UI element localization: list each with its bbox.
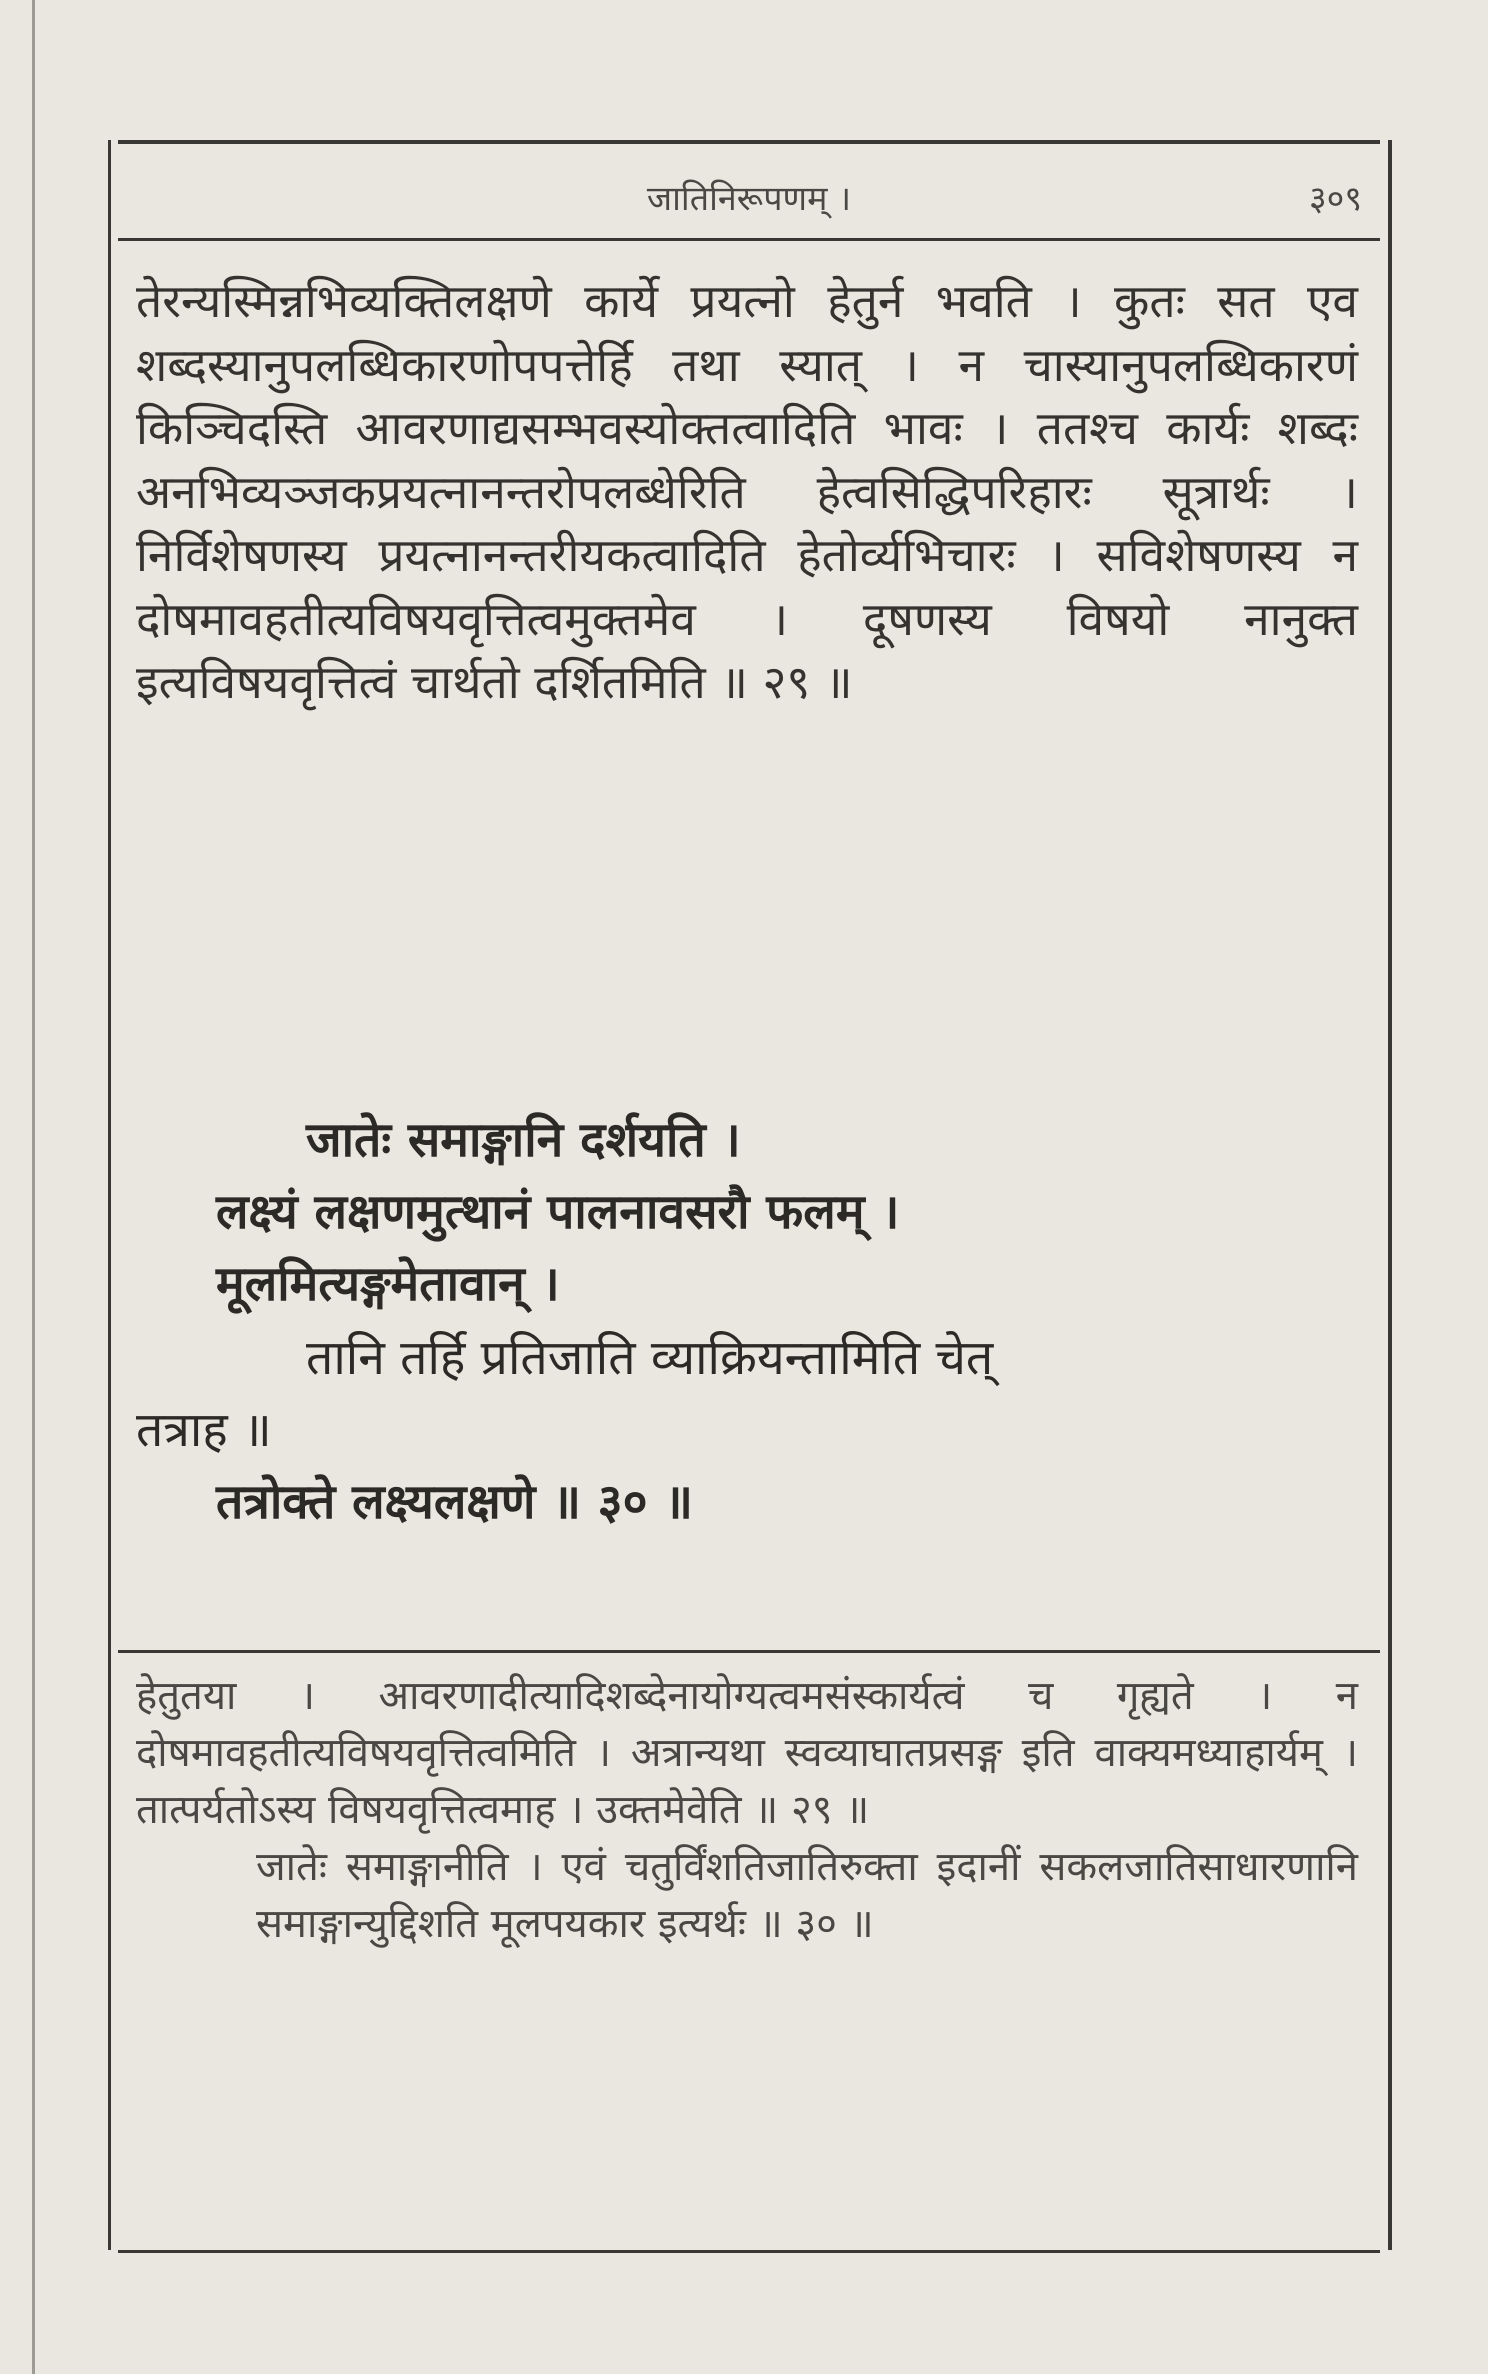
- header-rule: [118, 238, 1380, 241]
- commentary-paragraph-2: जातेः समाङ्गानीति । एवं चतुर्विंशतिजातिरुक्ता इदानीं सकलजातिसाधारणानि समाङ्गान्युद्दिशति मूलपयकार इत्यर्थः ॥ ३० ॥: [256, 1844, 1358, 1947]
- main-paragraph: तेरन्यस्मिन्नभिव्यक्तिलक्षणे कार्ये प्रयत्नो हेतुर्न भवति । कुतः सत एव शब्दस्यानुपलब्धिकारणोपपत्तेर्हि तथा स्यात् । न चास्यानुपलब्धिकारणं किञ्चिदस्ति आवरणाद्यसम्भवस्योक्तत्वादिति भावः । ततश्च कार्यः शब्दः अनभिव्यञ्जकप्रयत्नानन्तरोपलब्धेरिति हेत्वसिद्धिपरिहारः सूत्रार्थः । निर्विशेषणस्य प्रयत्नानन्तरीयकत्वादिति हेतोर्व्यभिचारः । सविशेषणस्य न दोषमावहतीत्यविषयवृत्तित्वमुक्तमेव । दूषणस्य विषयो नानुक्त इत्यविषयवृत्तित्वं चार्थतो दर्शितमिति ॥ २९ ॥: [136, 274, 1358, 709]
- running-title: जातिनिरूपणम् ।: [646, 179, 852, 219]
- verse-line-1: जातेः समाङ्गानि दर्शयति ।: [306, 1112, 741, 1168]
- page-number: ३०९: [1308, 179, 1362, 219]
- commentary-paragraph-1: हेतुतया । आवरणादीत्यादिशब्देनायोग्यत्वमसंस्कार्यत्वं च गृह्यते । न दोषमावहतीत्यविषयवृत्तित्वमिति । अत्रान्यथा स्वव्याघातप्रसङ्ग इति वाक्यमध्याहार्यम् । तात्पर्यतोऽस्य विषयवृत्तित्वमाह । उक्तमेवेति ॥ २९ ॥: [136, 1673, 1358, 1833]
- commentary-separator: [118, 1650, 1380, 1653]
- top-rule: [118, 140, 1380, 144]
- verse-line-5: तत्राह ॥: [136, 1402, 272, 1458]
- verse-line-3: मूलमित्यङ्गमेतावान् ।: [216, 1256, 560, 1312]
- bottom-rule: [118, 2250, 1380, 2253]
- commentary-text: [136, 1668, 1358, 1953]
- main-text: [136, 270, 1358, 715]
- verse-line-6: तत्रोक्ते लक्ष्यलक्षणे ॥ ३० ॥: [216, 1474, 694, 1530]
- verse-line-4: तानि तर्हि प्रतिजाति व्याक्रियन्तामिति चेत्: [306, 1330, 994, 1386]
- running-header: [118, 168, 1380, 228]
- page-binding-edge: [32, 0, 35, 2374]
- verse-line-2: लक्ष्यं लक्षणमुत्थानं पालनावसरौ फलम् ।: [216, 1184, 900, 1240]
